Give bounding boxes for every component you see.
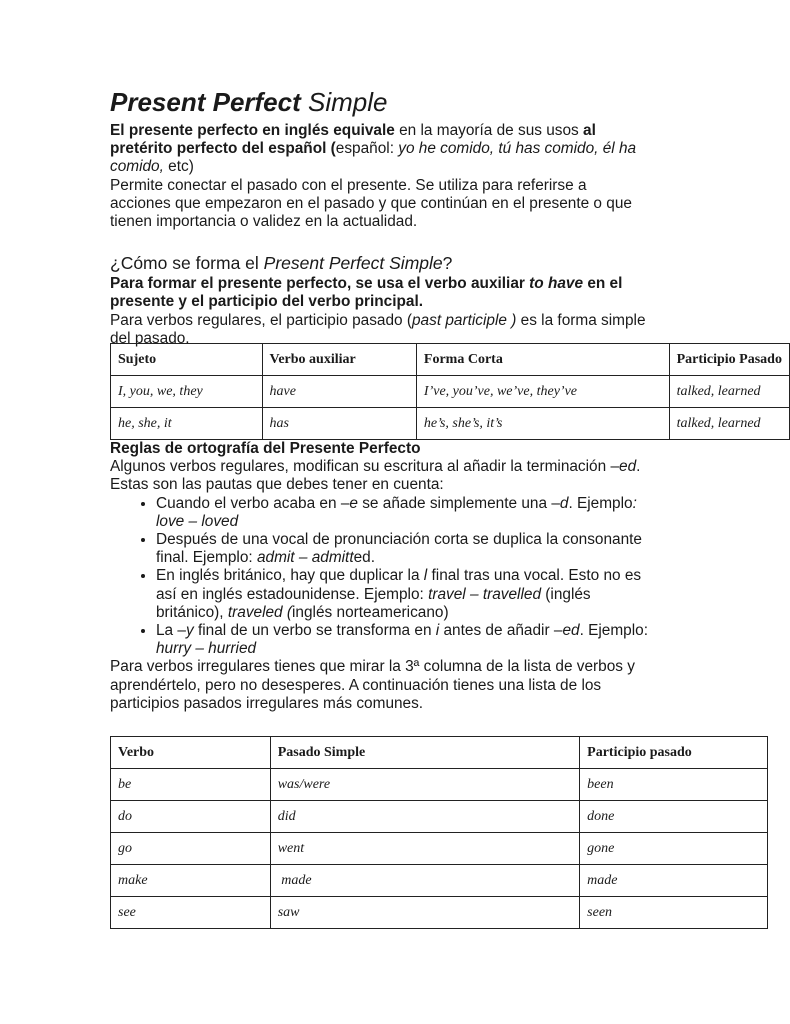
usage-paragraph: Permite conectar el pasado con el presente. Se utiliza para referirse a acciones que empezaron en el pasado y que continúan en el presente o que tienen importancia o validez en la actualidad.: [110, 176, 632, 231]
table-cell: made: [580, 865, 768, 897]
regular-verbs-note: Para verbos regulares, el participio pasado (past participle ) es la forma simple del pasado.: [110, 311, 646, 347]
table-cell: he, she, it: [111, 408, 263, 440]
spelling-rules-list: [110, 495, 655, 659]
intro-paragraph: El presente perfecto en inglés equivale en la mayoría de sus usos al pretérito perfecto del español (español: yo he comido, tú has comido, él ha comido, etc): [110, 122, 637, 176]
table-header-cell: Sujeto: [111, 344, 263, 376]
table-cell: was/were: [270, 769, 579, 801]
table-row: [111, 769, 768, 801]
table-row: [111, 408, 790, 440]
table-header-row: [111, 344, 790, 376]
conjugation-table: [110, 343, 790, 440]
spelling-rules-intro: Algunos verbos regulares, modifican su escritura al añadir la terminación –ed. Estas son las pautas que debes tener en cuenta:: [110, 458, 641, 494]
table-header-cell: Pasado Simple: [270, 737, 579, 769]
list-item: • En inglés británico, hay que duplicar la l final tras una vocal. Esto no es así en inglés estadounidense. Ejemplo: travel – travelled (inglés británico), traveled (inglés norteamericano): [156, 567, 655, 622]
spelling-rules-heading: Reglas de ortografía del Presente Perfecto: [110, 440, 421, 457]
table-cell: be: [111, 769, 271, 801]
table-cell: been: [580, 769, 768, 801]
table-cell: gone: [580, 833, 768, 865]
formation-rule: Para formar el presente perfecto, se usa el verbo auxiliar to have en el presente y el participio del verbo principal.: [110, 275, 623, 311]
table-cell: I, you, we, they: [111, 376, 263, 408]
table-cell: made: [270, 865, 579, 897]
table-cell: go: [111, 833, 271, 865]
table-header-cell: Participio pasado: [580, 737, 768, 769]
table-header-row: [111, 737, 768, 769]
table-cell: saw: [270, 897, 579, 929]
table-header-cell: Forma Corta: [416, 344, 669, 376]
table-row: [111, 801, 768, 833]
table-cell: did: [270, 801, 579, 833]
table-cell: I’ve, you’ve, we’ve, they’ve: [416, 376, 669, 408]
table-cell: went: [270, 833, 579, 865]
spelling-rules-section: [110, 440, 655, 713]
irregular-verbs-table-wrap: [110, 736, 768, 929]
irregular-verbs-note: Para verbos irregulares tienes que mirar la 3ª columna de la lista de verbos y aprendértelo, pero no desesperes. A continuación tienes una lista de los participios pasados irregulares más comunes.: [110, 658, 635, 712]
table-cell: done: [580, 801, 768, 833]
table-cell: have: [262, 376, 416, 408]
document-page: [110, 86, 650, 348]
table-cell: make: [111, 865, 271, 897]
page-title: Present Perfect Simple: [110, 87, 388, 117]
table-header-cell: Participio Pasado: [669, 344, 789, 376]
table-cell: has: [262, 408, 416, 440]
list-item: • La –y final de un verbo se transforma en i antes de añadir –ed. Ejemplo: hurry – hurried: [156, 622, 655, 658]
table-cell: he’s, she’s, it’s: [416, 408, 669, 440]
table-cell: do: [111, 801, 271, 833]
section-heading-formation: ¿Cómo se forma el Present Perfect Simple?: [110, 253, 453, 274]
table-cell: seen: [580, 897, 768, 929]
list-item: • Cuando el verbo acaba en –e se añade simplemente una –d. Ejemplo: love – loved: [156, 495, 655, 531]
table-cell: talked, learned: [669, 376, 789, 408]
list-item: • Después de una vocal de pronunciación corta se duplica la consonante final. Ejemplo: admit – admitted.: [156, 531, 655, 567]
table-cell: talked, learned: [669, 408, 789, 440]
conjugation-table-wrap: [110, 343, 790, 440]
table-cell: see: [111, 897, 271, 929]
table-row: [111, 376, 790, 408]
irregular-verbs-table: [110, 736, 768, 929]
table-row: [111, 897, 768, 929]
table-header-cell: Verbo: [111, 737, 271, 769]
table-row: [111, 865, 768, 897]
table-row: [111, 833, 768, 865]
table-header-cell: Verbo auxiliar: [262, 344, 416, 376]
